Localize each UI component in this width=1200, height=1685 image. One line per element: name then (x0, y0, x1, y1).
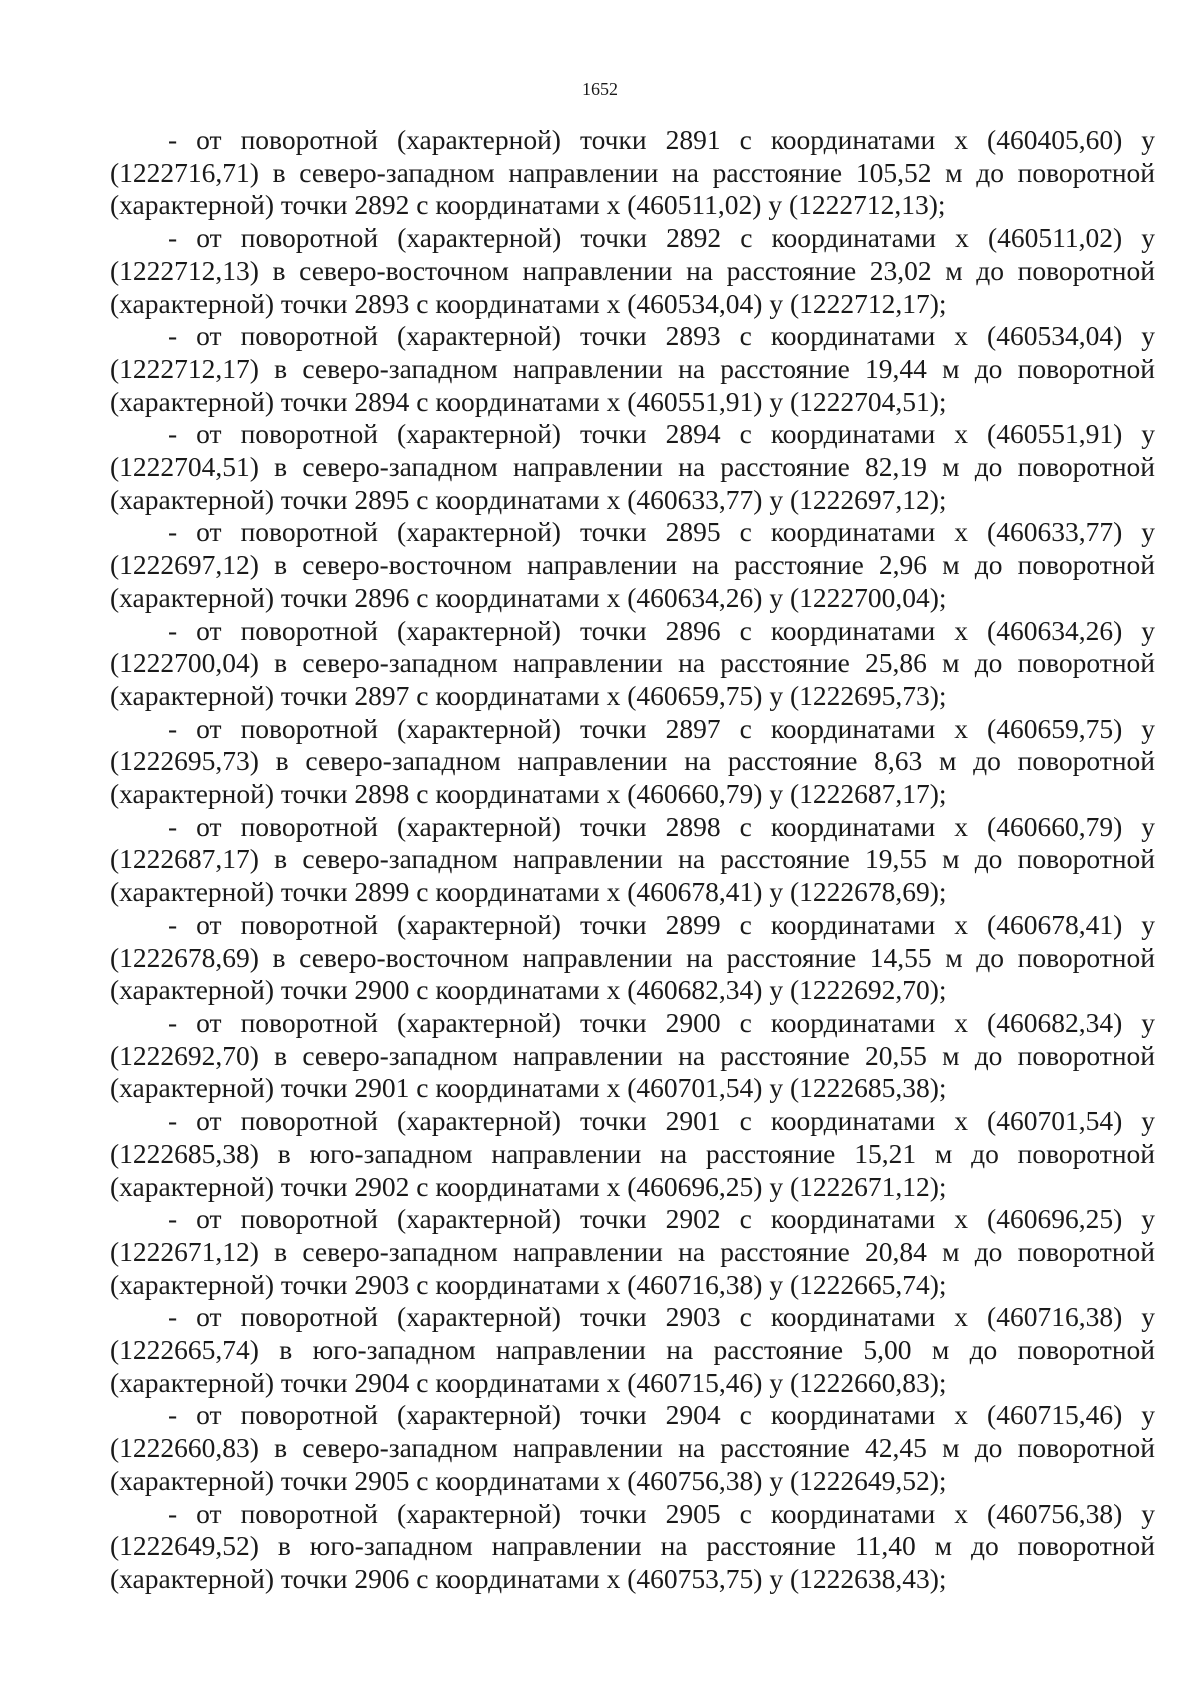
boundary-paragraph: - от поворотной (характерной) точки 2900 с координатами х (460682,34) у (1222692,70) в северо-западном направлении на расстояние 20,55 м до поворотной (характерной) точки 2901 с координатами х (460701,54) у (1222685,38); (110, 1006, 1155, 1104)
boundary-paragraph: - от поворотной (характерной) точки 2903 с координатами х (460716,38) у (1222665,74) в юго-западном направлении на расстояние 5,00 м до поворотной (характерной) точки 2904 с координатами х (460715,46) у (1222660,83); (110, 1301, 1155, 1398)
boundary-paragraph: - от поворотной (характерной) точки 2905 с координатами х (460756,38) у (1222649,52) в юго-западном направлении на расстояние 11,40 м до поворотной (характерной) точки 2906 с координатами х (460753,75) у (1222638,43); (110, 1497, 1155, 1594)
boundary-paragraph: - от поворотной (характерной) точки 2895 с координатами х (460633,77) у (1222697,12) в северо-восточном направлении на расстояние 2,96 м до поворотной (характерной) точки 2896 с координатами х (460634,26) у (1222700,04); (110, 516, 1155, 613)
boundary-paragraph: - от поворотной (характерной) точки 2894 с координатами х (460551,91) у (1222704,51) в северо-западном направлении на расстояние 82,19 м до поворотной (характерной) точки 2895 с координатами х (460633,77) у (1222697,12); (110, 418, 1155, 515)
boundary-paragraph: - от поворотной (характерной) точки 2899 с координатами х (460678,41) у (1222678,69) в северо-восточном направлении на расстояние 14,55 м до поворотной (характерной) точки 2900 с координатами х (460682,34) у (1222692,70); (110, 908, 1155, 1006)
page-number: 1652 (582, 79, 618, 99)
boundary-paragraph: - от поворотной (характерной) точки 2901 с координатами х (460701,54) у (1222685,38) в юго-западном направлении на расстояние 15,21 м до поворотной (характерной) точки 2902 с координатами х (460696,25) у (1222671,12); (110, 1105, 1155, 1202)
boundary-paragraph: - от поворотной (характерной) точки 2896 с координатами х (460634,26) у (1222700,04) в северо-западном направлении на расстояние 25,86 м до поворотной (характерной) точки 2897 с координатами х (460659,75) у (1222695,73); (110, 614, 1155, 711)
boundary-paragraph: - от поворотной (характерной) точки 2891 с координатами х (460405,60) у (1222716,71) в северо-западном направлении на расстояние 105,52 м до поворотной (характерной) точки 2892 с координатами х (460511,02) у (1222712,13); (110, 124, 1155, 221)
boundary-paragraph: - от поворотной (характерной) точки 2892 с координатами х (460511,02) у (1222712,13) в северо-восточном направлении на расстояние 23,02 м до поворотной (характерной) точки 2893 с координатами х (460534,04) у (1222712,17); (110, 222, 1155, 319)
boundary-paragraph: - от поворотной (характерной) точки 2898 с координатами х (460660,79) у (1222687,17) в северо-западном направлении на расстояние 19,55 м до поворотной (характерной) точки 2899 с координатами х (460678,41) у (1222678,69); (110, 810, 1155, 908)
boundary-paragraph: - от поворотной (характерной) точки 2902 с координатами х (460696,25) у (1222671,12) в северо-западном направлении на расстояние 20,84 м до поворотной (характерной) точки 2903 с координатами х (460716,38) у (1222665,74); (110, 1203, 1155, 1300)
boundary-paragraph: - от поворотной (характерной) точки 2893 с координатами х (460534,04) у (1222712,17) в северо-западном направлении на расстояние 19,44 м до поворотной (характерной) точки 2894 с координатами х (460551,91) у (1222704,51); (110, 320, 1155, 417)
boundary-paragraph: - от поворотной (характерной) точки 2897 с координатами х (460659,75) у (1222695,73) в северо-западном направлении на расстояние 8,63 м до поворотной (характерной) точки 2898 с координатами х (460660,79) у (1222687,17); (110, 712, 1155, 810)
boundary-paragraph: - от поворотной (характерной) точки 2904 с координатами х (460715,46) у (1222660,83) в северо-западном направлении на расстояние 42,45 м до поворотной (характерной) точки 2905 с координатами х (460756,38) у (1222649,52); (110, 1399, 1155, 1496)
document-body (110, 124, 1155, 1596)
